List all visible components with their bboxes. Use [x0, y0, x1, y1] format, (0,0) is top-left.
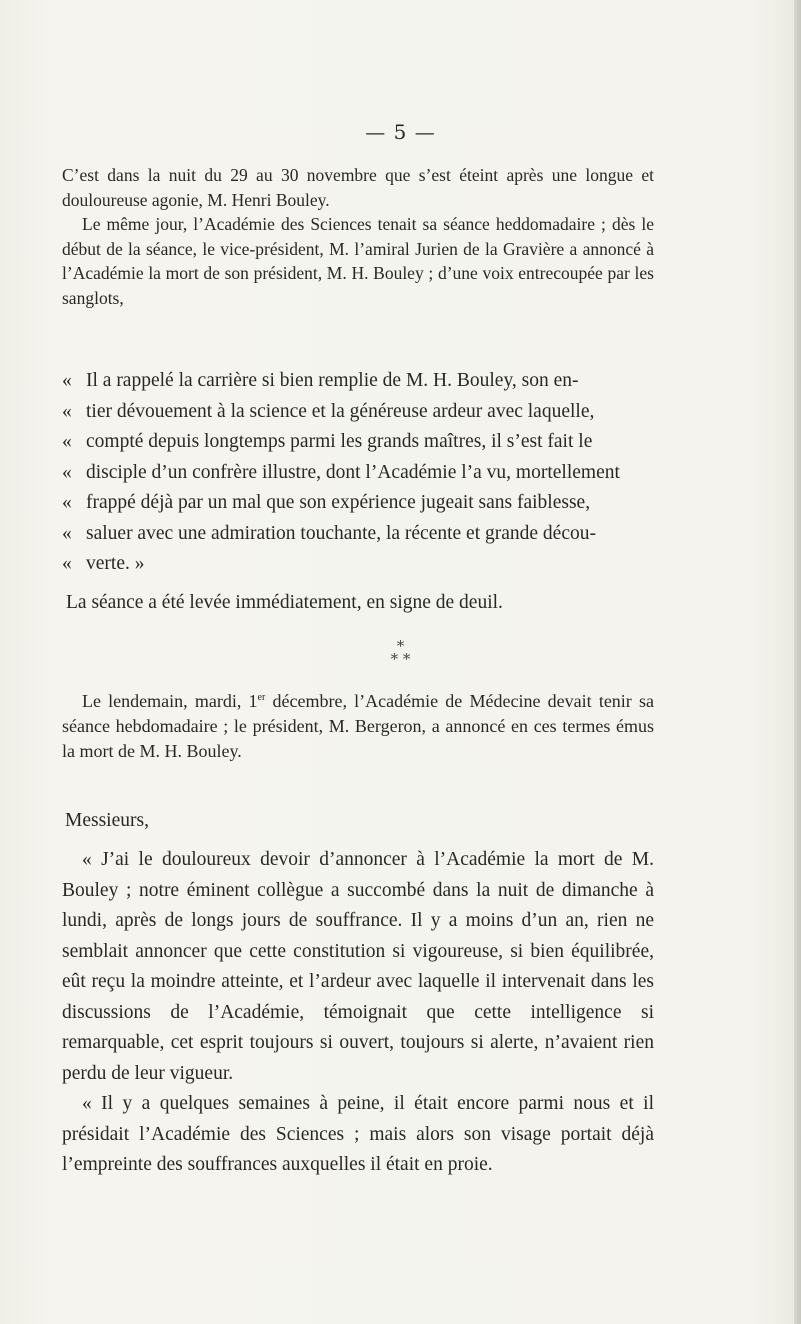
quote-block-1 — [62, 366, 654, 618]
asterism-bottom: * * — [390, 650, 411, 668]
quote-line — [62, 519, 654, 550]
quote-line — [62, 549, 654, 580]
speech-paragraph-1: « J’ai le douloureux devoir d’annoncer à l’Académie la mort de M. Bouley ; notre éminent collègue a succombé dans la nuit de dimanche à lundi, après de longs jours de souffrance. Il y a moins d’un an, rien ne semblait annoncer que cette constitution si vigoureuse, si bien équilibrée, eût reçu la moindre atteinte, et l’ardeur avec laquelle il intervenait dans les discussions de l’Académie, témoignait que cette intelligence si remarquable, cet esprit toujours si ouvert, toujours si alerte, n’avaient rien perdu de leur vigueur. — [62, 849, 654, 1084]
second-paragraph — [62, 689, 654, 764]
quote-mark: « — [62, 370, 72, 391]
quote-line-text: tier dévouement à la science et la généreuse ardeur avec laquelle, — [86, 400, 595, 422]
quote-line — [62, 427, 654, 458]
intro-paragraph-2: Le même jour, l’Académie des Sciences tenait sa séance heddomadaire ; dès le début de la séance, le vice-président, M. l’amiral Jurien de la Gravière a annoncé à l’Académie la mort de son président, M. H. Bouley ; d’une voix entrecoupée par les sanglots, — [62, 214, 654, 308]
quote-line — [62, 366, 654, 397]
quote-line-text: saluer avec une admiration touchante, la récente et grande décou- — [86, 522, 596, 544]
asterism — [0, 637, 801, 668]
intro-paragraph-1: C’est dans la nuit du 29 au 30 novembre que s’est éteint après une longue et douloureuse agonie, M. Henri Bouley. — [62, 165, 654, 210]
quote-mark: « — [62, 553, 72, 574]
quote-line-text: Il a rappelé la carrière si bien remplie de M. H. Bouley, son en- — [86, 370, 579, 391]
quote-line-text: disciple d’un confrère illustre, dont l’Académie l’a vu, mortellement — [86, 461, 620, 483]
quote-line — [62, 488, 654, 519]
intro-section — [62, 163, 654, 310]
quote-line-text: compté depuis longtemps parmi les grands maîtres, il s’est fait le — [86, 431, 593, 452]
quote-mark: « — [62, 461, 72, 483]
quote-line — [62, 397, 654, 428]
speech-section — [62, 810, 654, 1181]
asterism-top: * — [396, 637, 405, 655]
ordinal-superscript: er — [257, 692, 266, 703]
page-number: — 5 — — [365, 120, 436, 144]
second-paragraph-end: décembre, l’Académie de Médecine devait tenir sa séance hebdomadaire ; le président, M. Bergeron, a annoncé en ces termes émus la mort de M. H. Bouley. — [62, 691, 654, 761]
quote-mark: « — [62, 400, 72, 422]
second-section — [62, 689, 654, 764]
speech-paragraph-2: « Il y a quelques semaines à peine, il était encore parmi nous et il présidait l’Académie des Sciences ; mais alors son visage portait déjà l’empreinte des souffrances auxquelles il était en proie. — [62, 1093, 654, 1175]
second-paragraph-start: Le lendemain, mardi, 1 — [82, 691, 258, 711]
quote-mark: « — [62, 522, 72, 544]
closing-sentence: La séance a été levée immédiatement, en signe de deuil. — [66, 591, 503, 613]
quote-mark: « — [62, 431, 72, 452]
quote-line-text: frappé déjà par un mal que son expérience jugeait sans faiblesse, — [86, 492, 591, 513]
quote-line — [62, 458, 654, 489]
quote-line-text: verte. » — [86, 553, 145, 574]
quote-mark: « — [62, 492, 72, 513]
salutation: Messieurs, — [65, 810, 149, 831]
